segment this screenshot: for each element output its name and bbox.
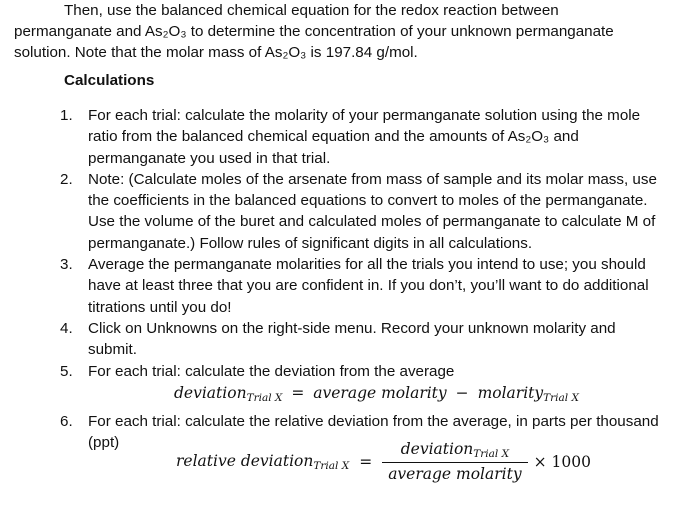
step-text: For each trial: calculate the deviation from the average [88,362,455,380]
fraction-denominator: average molarity [388,465,522,483]
eq1-term1: average molarity [313,383,447,402]
calculations-heading: Calculations [64,72,155,89]
eq2-lhs [176,452,349,472]
step-number: 6. [60,413,73,431]
eq1-lhs: deviation [174,383,247,402]
eq1-minus: − [455,383,469,402]
list-item [60,361,660,410]
eq1-lhs-subscript: Trial X [246,391,283,404]
list-item [60,254,660,318]
step-text: For each trial: calculate the molarity of your permanganate solution using the mole ratio from the balanced chemical equation and the amounts of As₂O₃ and permanganate you used in that trial. [88,107,641,167]
list-item [60,318,660,361]
intro-line-2: permanganate and As₂O₃ to determine the concentration of your unknown permanganate [14,23,614,40]
intro-line-3: solution. Note that the molar mass of As₂O₃ is 197.84 g/mol. [14,44,418,61]
numerator-subscript: Trial X [473,448,510,460]
eq2-lhs-subscript: Trial X [313,459,350,472]
fraction-numerator [395,440,515,462]
list-item [60,105,660,169]
relative-deviation-equation [176,440,591,483]
step-text: Average the permanganate molarities for all the trials you intend to use; you should have at least three that you are confident in. If you don’t, you’ll want to do additional titrations until you do! [88,256,649,316]
eq2-lhs-text: relative deviation [176,451,314,470]
step-text: Click on Unknowns on the right-side menu. Record your unknown molarity and submit. [88,319,616,359]
step-text: Note: (Calculate moles of the arsenate from mass of sample and its molar mass, use the coefficients in the balanced equations to convert to moles of the permanganate. Use the volume of the buret and calculated moles of permanganate to calculate M of permanganate.) Follow rules of significant digits in all calculations. [88,170,657,252]
step-number: 4. [60,319,73,337]
numerator-text: deviation [400,440,474,458]
step-number: 5. [60,362,73,380]
fraction [382,440,527,483]
step-number: 1. [60,107,73,124]
eq2-times-1000: × 1000 [533,452,591,471]
intro-line-1: Then, use the balanced chemical equation for the redox reaction between [64,2,559,19]
eq2-equals: = [359,452,373,471]
step-text: For each trial: calculate the relative deviation from the average, in parts per thousand (ppt) [88,413,659,452]
deviation-equation [88,383,660,409]
step-number: 3. [60,256,73,274]
eq1-term2-subscript: Trial X [543,391,579,404]
calculation-steps-list [60,105,660,454]
intro-paragraph [14,0,674,63]
eq1-term2: molarity [477,383,544,402]
list-item [60,169,660,254]
step-number: 2. [60,170,73,188]
eq1-equals: = [291,383,305,402]
